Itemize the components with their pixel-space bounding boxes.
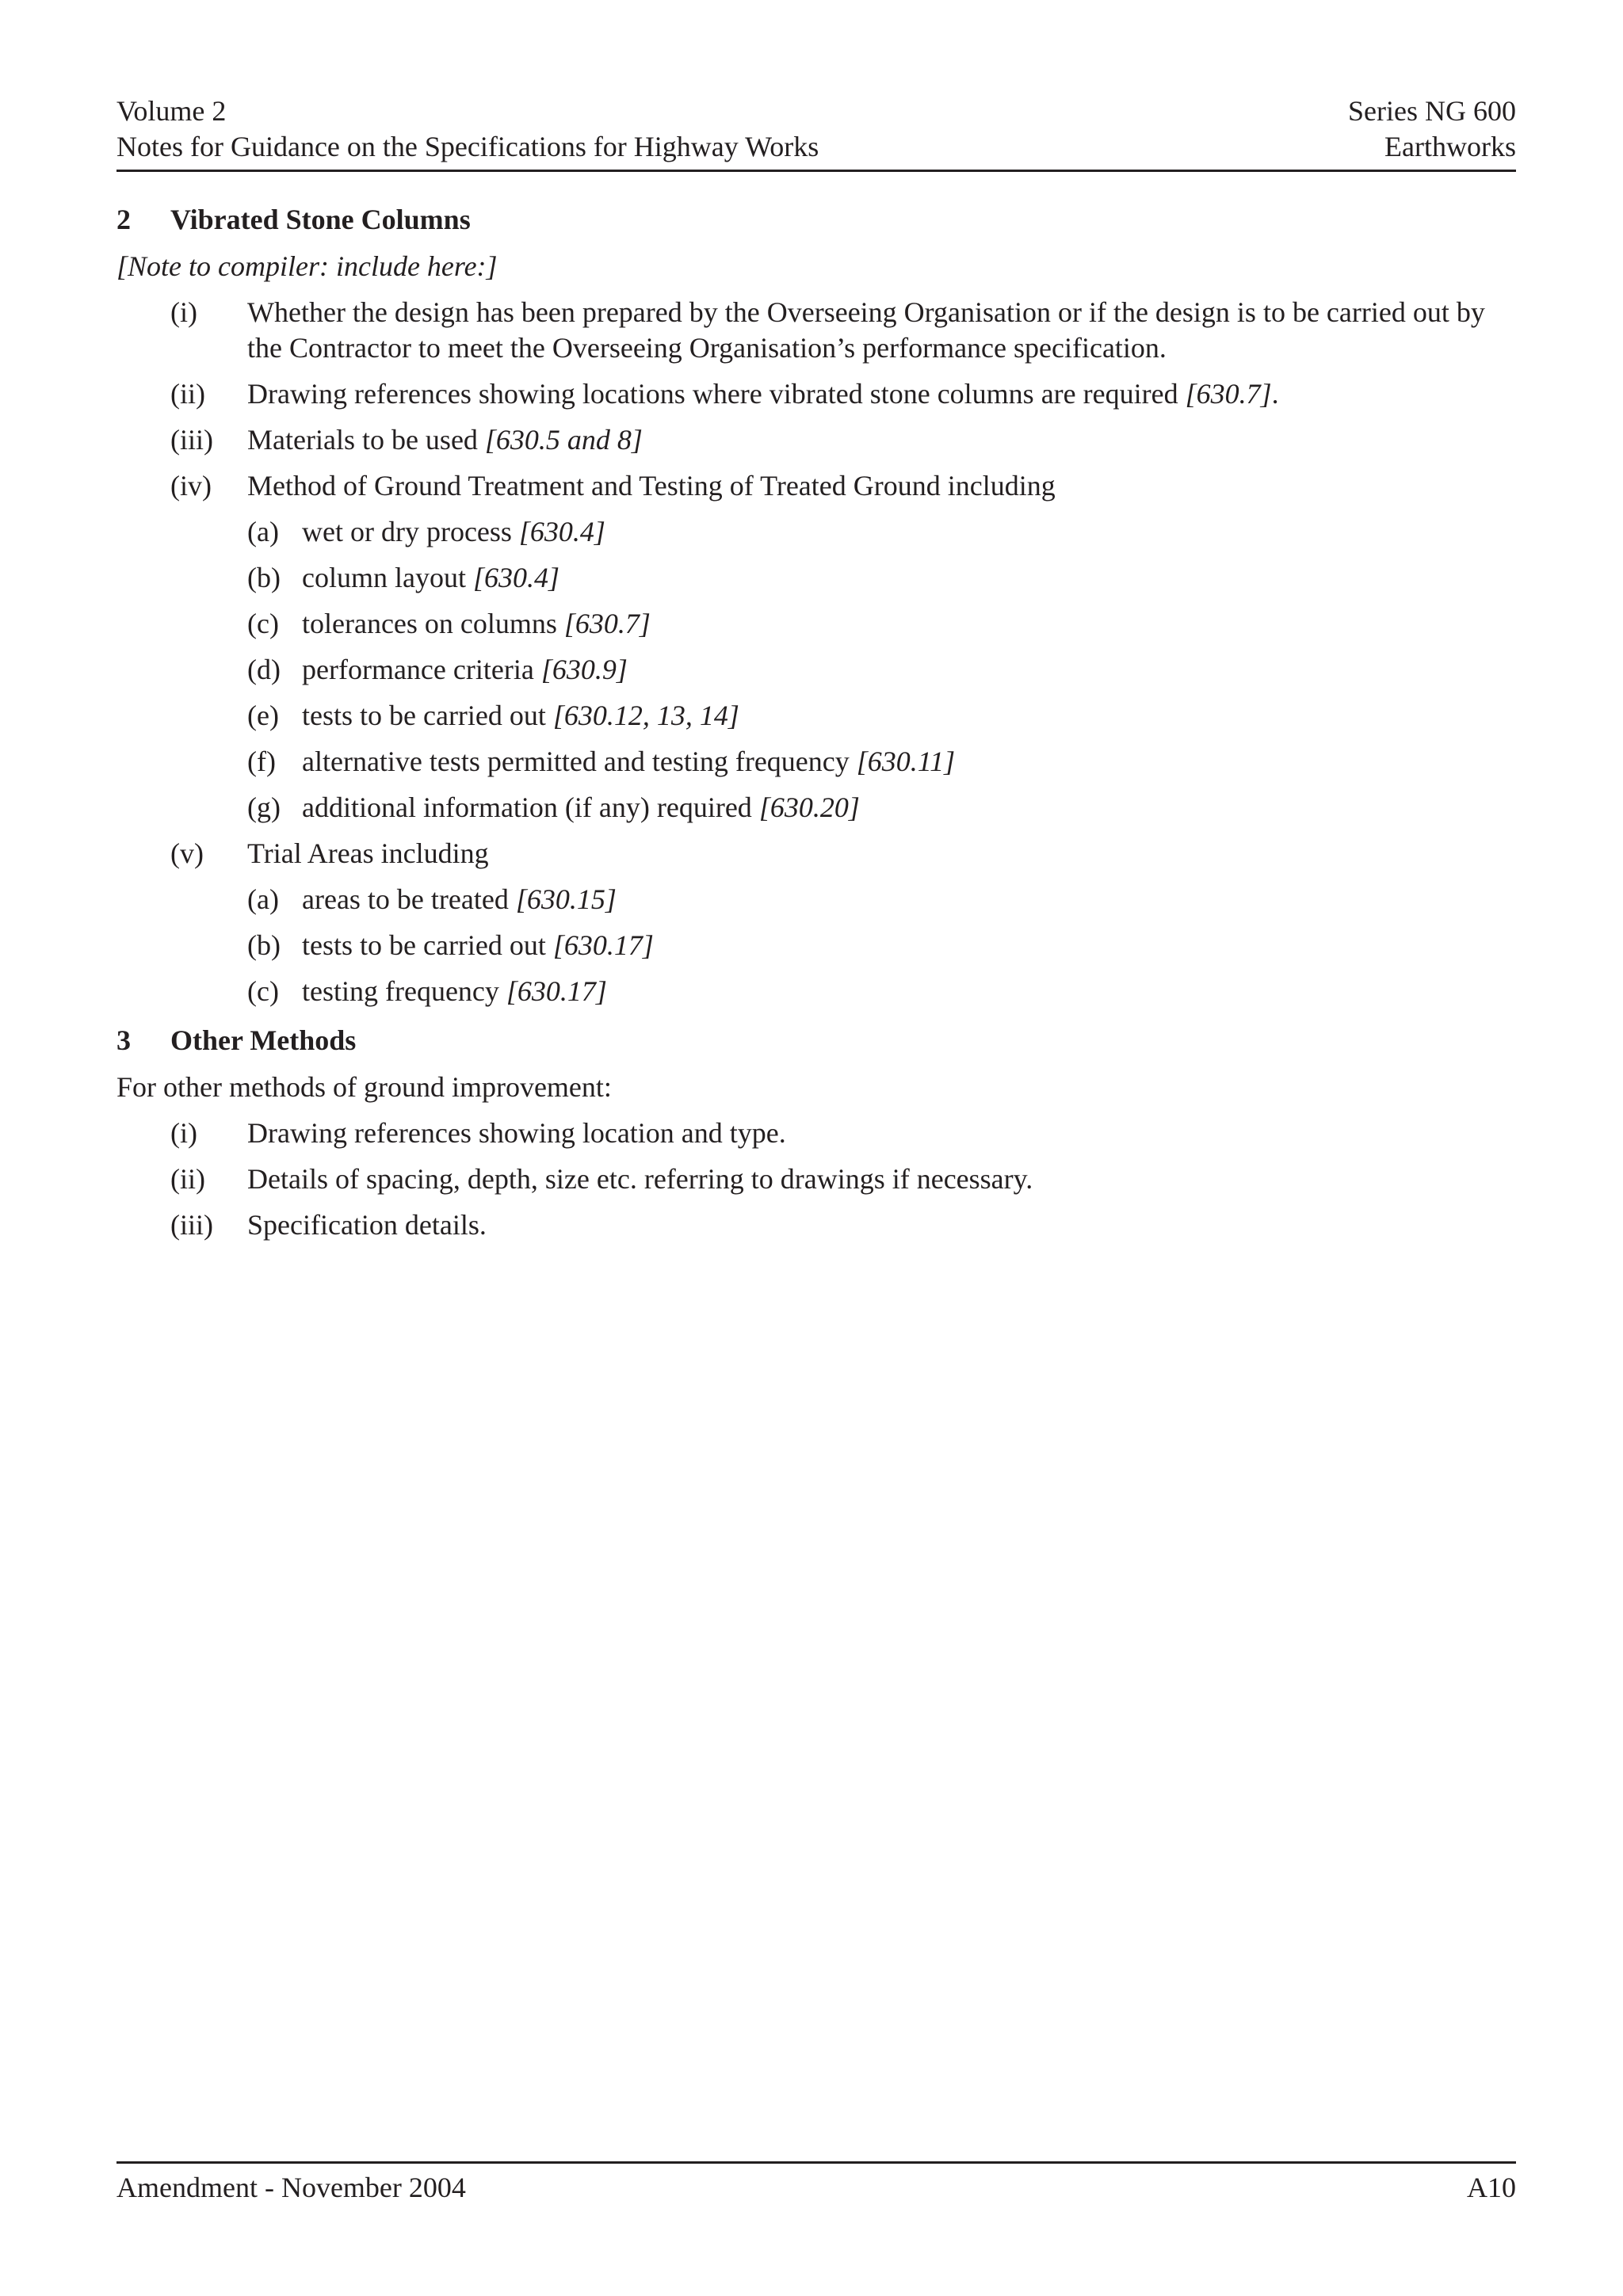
sub-item-text: testing frequency	[302, 975, 506, 1007]
sub-item-text: wet or dry process	[302, 516, 519, 547]
sub-item-letter: (d)	[247, 654, 281, 685]
header-subject: Earthworks	[1384, 131, 1516, 162]
amendment-date: Amendment - November 2004	[116, 2172, 466, 2203]
clause-reference: [630.20]	[758, 791, 860, 823]
section-intro: For other methods of ground improvement:	[116, 1071, 612, 1103]
header-document-title: Notes for Guidance on the Specifications for Highway Works	[116, 131, 819, 162]
sub-list-item	[116, 514, 1516, 550]
clause-reference: [630.7]	[563, 608, 651, 639]
sub-list-item	[116, 790, 1516, 826]
list-item	[116, 836, 1516, 871]
section-2-heading	[116, 202, 1516, 238]
list-item	[116, 1207, 1516, 1243]
sub-item-text: alternative tests permitted and testing frequency	[302, 746, 857, 777]
section-title: Other Methods	[170, 1024, 357, 1056]
section-title: Vibrated Stone Columns	[170, 204, 471, 235]
item-number: (ii)	[170, 378, 205, 410]
item-text: Details of spacing, depth, size etc. referring to drawings if necessary.	[247, 1163, 1033, 1195]
list-item	[116, 468, 1516, 504]
header-volume: Volume 2	[116, 95, 227, 127]
header-series: Series NG 600	[1348, 95, 1516, 127]
clause-reference: [630.17]	[552, 929, 654, 961]
sub-list-item	[116, 928, 1516, 963]
clause-reference: [630.4]	[472, 562, 559, 593]
document-page	[116, 0, 1516, 2296]
sub-list-item	[116, 652, 1516, 688]
item-text: Method of Ground Treatment and Testing of Treated Ground including	[247, 470, 1056, 502]
item-number: (v)	[170, 837, 204, 869]
sub-item-letter: (c)	[247, 975, 279, 1007]
list-item	[116, 1161, 1516, 1197]
item-text: Drawing references showing location and type.	[247, 1117, 786, 1149]
sub-item-text: performance criteria	[302, 654, 541, 685]
page-content	[116, 202, 1516, 1243]
sub-list-item	[116, 606, 1516, 642]
item-number: (i)	[170, 1117, 197, 1149]
clause-reference: [630.11]	[856, 746, 956, 777]
item-number: (iv)	[170, 470, 212, 502]
list-item	[116, 1116, 1516, 1151]
item-text: Materials to be used	[247, 424, 485, 456]
sub-list-item	[116, 560, 1516, 596]
page-header	[116, 93, 1516, 172]
sub-list-item	[116, 882, 1516, 917]
sub-item-letter: (b)	[247, 929, 281, 961]
sub-item-text: tests to be carried out	[302, 700, 553, 731]
clause-reference: [630.15]	[515, 883, 617, 915]
item-text: Whether the design has been prepared by the Overseeing Organisation or if the design is to be carried out by the Contractor to meet the Overseeing Organisation’s performance specification.	[247, 296, 1485, 364]
item-text: Drawing references showing locations where vibrated stone columns are required	[247, 378, 1186, 410]
sub-list-item	[116, 744, 1516, 780]
sub-item-letter: (g)	[247, 791, 281, 823]
compiler-note: [Note to compiler: include here:]	[116, 250, 498, 282]
clause-reference: [630.7]	[1185, 378, 1272, 410]
item-suffix: .	[1271, 378, 1279, 410]
clause-reference: [630.9]	[540, 654, 628, 685]
section-number: 2	[116, 204, 131, 235]
sub-item-text: tests to be carried out	[302, 929, 553, 961]
item-number: (iii)	[170, 424, 213, 456]
page-footer	[116, 2161, 1516, 2203]
item-number: (i)	[170, 296, 197, 328]
sub-item-text: column layout	[302, 562, 473, 593]
sub-item-letter: (f)	[247, 746, 276, 777]
item-text: Specification details.	[247, 1209, 487, 1241]
sub-list-item	[116, 974, 1516, 1009]
sub-item-letter: (a)	[247, 516, 279, 547]
section-number: 3	[116, 1024, 131, 1056]
header-right	[1348, 93, 1516, 165]
sub-item-letter: (c)	[247, 608, 279, 639]
sub-item-letter: (e)	[247, 700, 279, 731]
sub-item-text: additional information (if any) required	[302, 791, 759, 823]
sub-item-letter: (b)	[247, 562, 281, 593]
page-number: A10	[1467, 2172, 1516, 2203]
header-left	[116, 93, 819, 165]
list-item	[116, 376, 1516, 412]
clause-reference: [630.5 and 8]	[484, 424, 643, 456]
sub-item-letter: (a)	[247, 883, 279, 915]
item-text: Trial Areas including	[247, 837, 489, 869]
item-number: (ii)	[170, 1163, 205, 1195]
list-item	[116, 422, 1516, 458]
sub-list-item	[116, 698, 1516, 734]
sub-item-text: areas to be treated	[302, 883, 516, 915]
clause-reference: [630.17]	[506, 975, 607, 1007]
clause-reference: [630.12, 13, 14]	[552, 700, 739, 731]
clause-reference: [630.4]	[518, 516, 605, 547]
list-item	[116, 295, 1516, 366]
section-3-heading	[116, 1023, 1516, 1058]
item-number: (iii)	[170, 1209, 213, 1241]
sub-item-text: tolerances on columns	[302, 608, 564, 639]
